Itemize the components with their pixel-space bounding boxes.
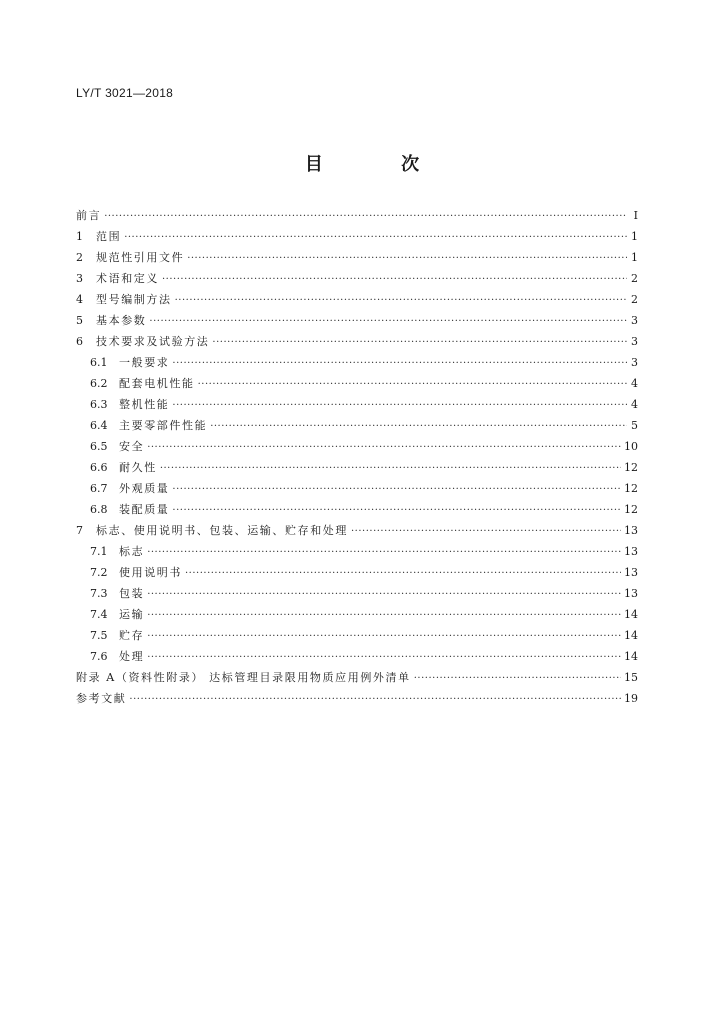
toc-leader-dots (212, 332, 627, 353)
toc-entry[interactable] (76, 457, 638, 478)
toc-entry[interactable] (76, 310, 638, 331)
toc-entry-page: 14 (624, 650, 638, 663)
toc-entry[interactable] (76, 289, 638, 310)
toc-entry[interactable] (76, 373, 638, 394)
toc-entry[interactable] (76, 688, 638, 709)
toc-leader-dots (147, 626, 621, 647)
toc-leader-dots (147, 647, 621, 668)
standard-code: LY/T 3021—2018 (76, 86, 174, 100)
toc-entry[interactable] (76, 331, 638, 352)
toc-entry-number: 6 (76, 335, 83, 348)
toc-entry-page: 4 (631, 398, 638, 411)
toc-entry[interactable] (76, 352, 638, 373)
toc-leader-dots (162, 269, 627, 290)
toc-entry-label: 前言 (76, 209, 102, 222)
toc-entry-page: 5 (631, 419, 638, 432)
toc-entry-number: 3 (76, 272, 83, 285)
toc-entry-number: 7.6 (90, 650, 108, 663)
toc-entry[interactable] (76, 583, 638, 604)
toc-entry[interactable] (76, 478, 638, 499)
toc-entry-label: 型号编制方法 (96, 293, 172, 306)
toc-entry-page: 10 (624, 440, 638, 453)
toc-leader-dots (172, 395, 627, 416)
toc-entry-page: 3 (631, 314, 638, 327)
toc-entry-page: 3 (631, 335, 638, 348)
toc-leader-dots (147, 605, 621, 626)
toc-entry-page: 13 (624, 545, 638, 558)
toc-entry-number: 6.2 (90, 377, 108, 390)
toc-entry-page: 2 (631, 272, 638, 285)
toc-leader-dots (147, 584, 621, 605)
toc-entry-number: 4 (76, 293, 83, 306)
toc-entry[interactable] (76, 268, 638, 289)
toc-leader-dots (414, 668, 621, 689)
toc-entry[interactable] (76, 226, 638, 247)
toc-entry[interactable] (76, 667, 638, 688)
toc-leader-dots (172, 353, 627, 374)
toc-entry-number: 2 (76, 251, 83, 264)
toc-entry-number: 7.1 (90, 545, 108, 558)
toc-leader-dots (147, 542, 621, 563)
toc-entry-number: 6.3 (90, 398, 108, 411)
toc-entry-page: 15 (624, 671, 638, 684)
toc-entry-number: 5 (76, 314, 83, 327)
toc-leader-dots (185, 563, 621, 584)
toc-entry-label: 范围 (96, 230, 122, 243)
toc-entry[interactable] (76, 205, 638, 226)
toc-entry-label: 贮存 (119, 629, 145, 642)
toc-entry-page: 19 (624, 692, 638, 705)
toc-entry-number: 7 (76, 524, 83, 537)
toc-leader-dots (124, 227, 627, 248)
toc-entry[interactable] (76, 436, 638, 457)
toc-entry-label: 耐久性 (119, 461, 157, 474)
toc-entry-page: 14 (624, 608, 638, 621)
toc-entry[interactable] (76, 646, 638, 667)
toc-entry-label: 技术要求及试验方法 (96, 335, 210, 348)
toc-entry-page: 12 (624, 482, 638, 495)
toc-leader-dots (149, 311, 627, 332)
toc-entry-page: 13 (624, 524, 638, 537)
toc-leader-dots (175, 290, 627, 311)
toc-entry-page: 3 (631, 356, 638, 369)
toc-entry-label: 处理 (119, 650, 145, 663)
toc-entry-label: 一般要求 (119, 356, 170, 369)
toc-entry-label: 标志 (119, 545, 145, 558)
toc-leader-dots (129, 689, 621, 710)
toc-entry-page: 12 (624, 503, 638, 516)
toc-leader-dots (351, 521, 621, 542)
toc-entry-page: 14 (624, 629, 638, 642)
toc-entry-page: 4 (631, 377, 638, 390)
toc-entry-label: 标志、使用说明书、包装、运输、贮存和处理 (96, 524, 348, 537)
toc-entry-label: 包装 (119, 587, 145, 600)
toc-entry[interactable] (76, 625, 638, 646)
toc-entry-page: 13 (624, 587, 638, 600)
toc-leader-dots (198, 374, 627, 395)
toc-entry-number: 6.6 (90, 461, 108, 474)
toc-entry-number: 6.4 (90, 419, 108, 432)
toc-entry-page: 2 (631, 293, 638, 306)
toc-entry-label: 整机性能 (119, 398, 170, 411)
toc-entry-page: 12 (624, 461, 638, 474)
toc-entry-label: 使用说明书 (119, 566, 182, 579)
toc-entry[interactable] (76, 415, 638, 436)
toc-entry-label: 基本参数 (96, 314, 147, 327)
toc-entry-number: 7.4 (90, 608, 108, 621)
page-title: 目 次 (304, 154, 456, 175)
toc-leader-dots (160, 458, 621, 479)
toc-entry-number: 6.8 (90, 503, 108, 516)
toc-leader-dots (147, 437, 621, 458)
toc-entry-label: 配套电机性能 (119, 377, 195, 390)
toc-entry[interactable] (76, 541, 638, 562)
toc-entry[interactable] (76, 247, 638, 268)
toc-entry-label: 装配质量 (119, 503, 170, 516)
toc-entry-label: 外观质量 (119, 482, 170, 495)
table-of-contents (76, 205, 638, 709)
toc-entry-page: 1 (631, 251, 638, 264)
toc-entry-page: 1 (631, 230, 638, 243)
toc-entry-number: 1 (76, 230, 83, 243)
toc-entry-number: 6.5 (90, 440, 108, 453)
toc-entry-label: 规范性引用文件 (96, 251, 185, 264)
toc-entry-label: 运输 (119, 608, 145, 621)
toc-entry-label: 术语和定义 (96, 272, 159, 285)
toc-entry-number: 6.7 (90, 482, 108, 495)
toc-leader-dots (172, 479, 621, 500)
toc-entry-label: 安全 (119, 440, 145, 453)
toc-entry-number: 7.3 (90, 587, 108, 600)
toc-entry-label: 主要零部件性能 (119, 419, 208, 432)
toc-entry-label: 参考文献 (76, 692, 127, 705)
toc-entry[interactable] (76, 394, 638, 415)
toc-entry-number: 7.5 (90, 629, 108, 642)
toc-leader-dots (210, 416, 627, 437)
toc-entry[interactable] (76, 562, 638, 583)
toc-entry[interactable] (76, 604, 638, 625)
toc-entry-number: 6.1 (90, 356, 108, 369)
toc-leader-dots (187, 248, 627, 269)
toc-entry[interactable] (76, 520, 638, 541)
toc-entry-page: Ⅰ (633, 209, 638, 222)
toc-entry-number: 7.2 (90, 566, 108, 579)
toc-entry-label: 附录 A（资料性附录） 达标管理目录限用物质应用例外清单 (76, 671, 411, 684)
toc-entry-page: 13 (624, 566, 638, 579)
toc-leader-dots (104, 206, 627, 227)
toc-leader-dots (172, 500, 621, 521)
toc-entry[interactable] (76, 499, 638, 520)
